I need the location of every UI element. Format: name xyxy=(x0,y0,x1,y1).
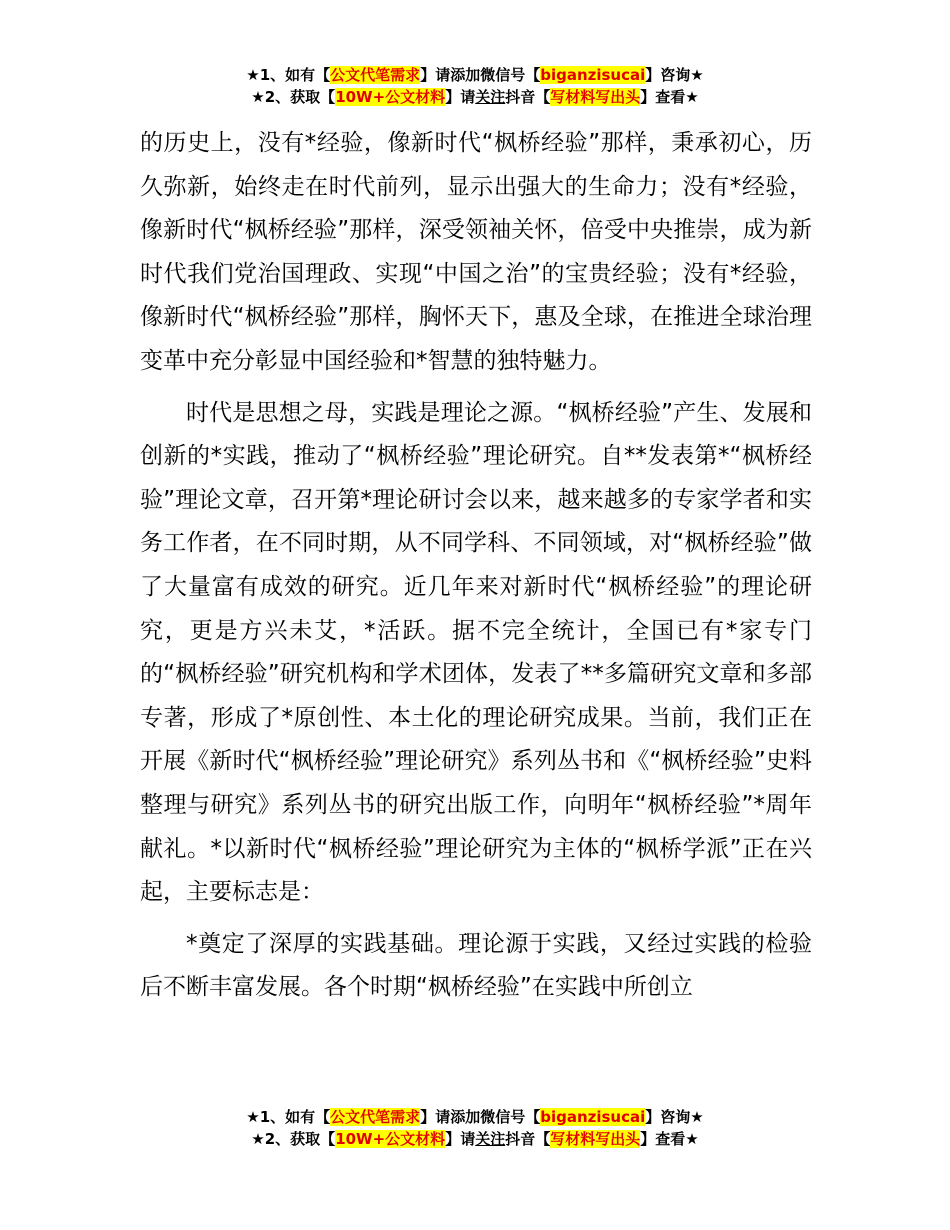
banner-text: ★1、如有【 xyxy=(246,1108,331,1126)
banner-highlight-service: 公文代笔需求 xyxy=(330,66,421,84)
banner-text: 】请添加微信号【 xyxy=(420,1108,541,1126)
banner-line-1 xyxy=(0,1106,950,1128)
header-banner xyxy=(0,64,950,108)
paragraph-3: *奠定了深厚的实践基础。理论源于实践，又经过实践的检验后不断丰富发展。各个时期“枫桥经验”在实践中所创立 xyxy=(140,930,812,1001)
banner-text: 】请添加微信号【 xyxy=(420,66,541,84)
banner-highlight-wechat: biganzisucai xyxy=(540,66,646,84)
paragraph-2: 时代是思想之母，实践是理论之源。“枫桥经验”产生、发展和创新的*实践，推动了“枫桥经验”理论研究。自**发表第*“枫桥经验”理论文章，召开第*理论研讨会以来，越来越多的专家学者和实务工作者，在不同时期，从不同学科、不同领域，对“枫桥经验”做了大量富有成效的研究。近几年来对新时代“枫桥经验”的理论研究，更是方兴未艾，*活跃。据不完全统计，全国已有*家专门的“枫桥经验”研究机构和学术团体，发表了**多篇研究文章和多部专著，形成了*原创性、本土化的理论研究成果。当前，我们正在开展《新时代“枫桥经验”理论研究》系列丛书和《“枫桥经验”史料整理与研究》系列丛书的研究出版工作，向明年“枫桥经验”*周年献礼。*以新时代“枫桥经验”理论研究为主体的“枫桥学派”正在兴起，主要标志是： xyxy=(140,399,812,906)
document-body xyxy=(140,122,812,1010)
banner-line-2 xyxy=(0,86,950,108)
banner-line-1 xyxy=(0,64,950,86)
banner-text: 抖音【 xyxy=(505,88,551,106)
banner-highlight-materials: 10W+公文材料 xyxy=(335,1130,446,1148)
banner-highlight-douyin: 写材料写出头 xyxy=(550,1130,641,1148)
banner-text: 】查看★ xyxy=(640,88,699,106)
banner-text: 】查看★ xyxy=(640,1130,699,1148)
banner-text: ★2、获取【 xyxy=(251,88,336,106)
banner-highlight-service: 公文代笔需求 xyxy=(330,1108,421,1126)
banner-text: ★1、如有【 xyxy=(246,66,331,84)
banner-highlight-douyin: 写材料写出头 xyxy=(550,88,641,106)
banner-text: 】请 xyxy=(445,1130,476,1148)
banner-underline-follow: 关注 xyxy=(475,88,506,106)
banner-underline-follow: 关注 xyxy=(475,1130,506,1148)
banner-text: 】请 xyxy=(445,88,476,106)
banner-highlight-wechat: biganzisucai xyxy=(540,1108,646,1126)
banner-text: 】咨询★ xyxy=(645,66,704,84)
banner-highlight-materials: 10W+公文材料 xyxy=(335,88,446,106)
banner-text: ★2、获取【 xyxy=(251,1130,336,1148)
footer-banner xyxy=(0,1106,950,1150)
banner-text: 】咨询★ xyxy=(645,1108,704,1126)
banner-line-2 xyxy=(0,1128,950,1150)
paragraph-1: 的历史上，没有*经验，像新时代“枫桥经验”那样，秉承初心，历久弥新，始终走在时代前列，显示出强大的生命力；没有*经验，像新时代“枫桥经验”那样，深受领袖关怀，倍受中央推崇，成为新时代我们党治国理政、实现“中国之治”的宝贵经验；没有*经验，像新时代“枫桥经验”那样，胸怀天下，惠及全球，在推进全球治理变革中充分彰显中国经验和*智慧的独特魅力。 xyxy=(140,130,812,374)
banner-text: 抖音【 xyxy=(505,1130,551,1148)
